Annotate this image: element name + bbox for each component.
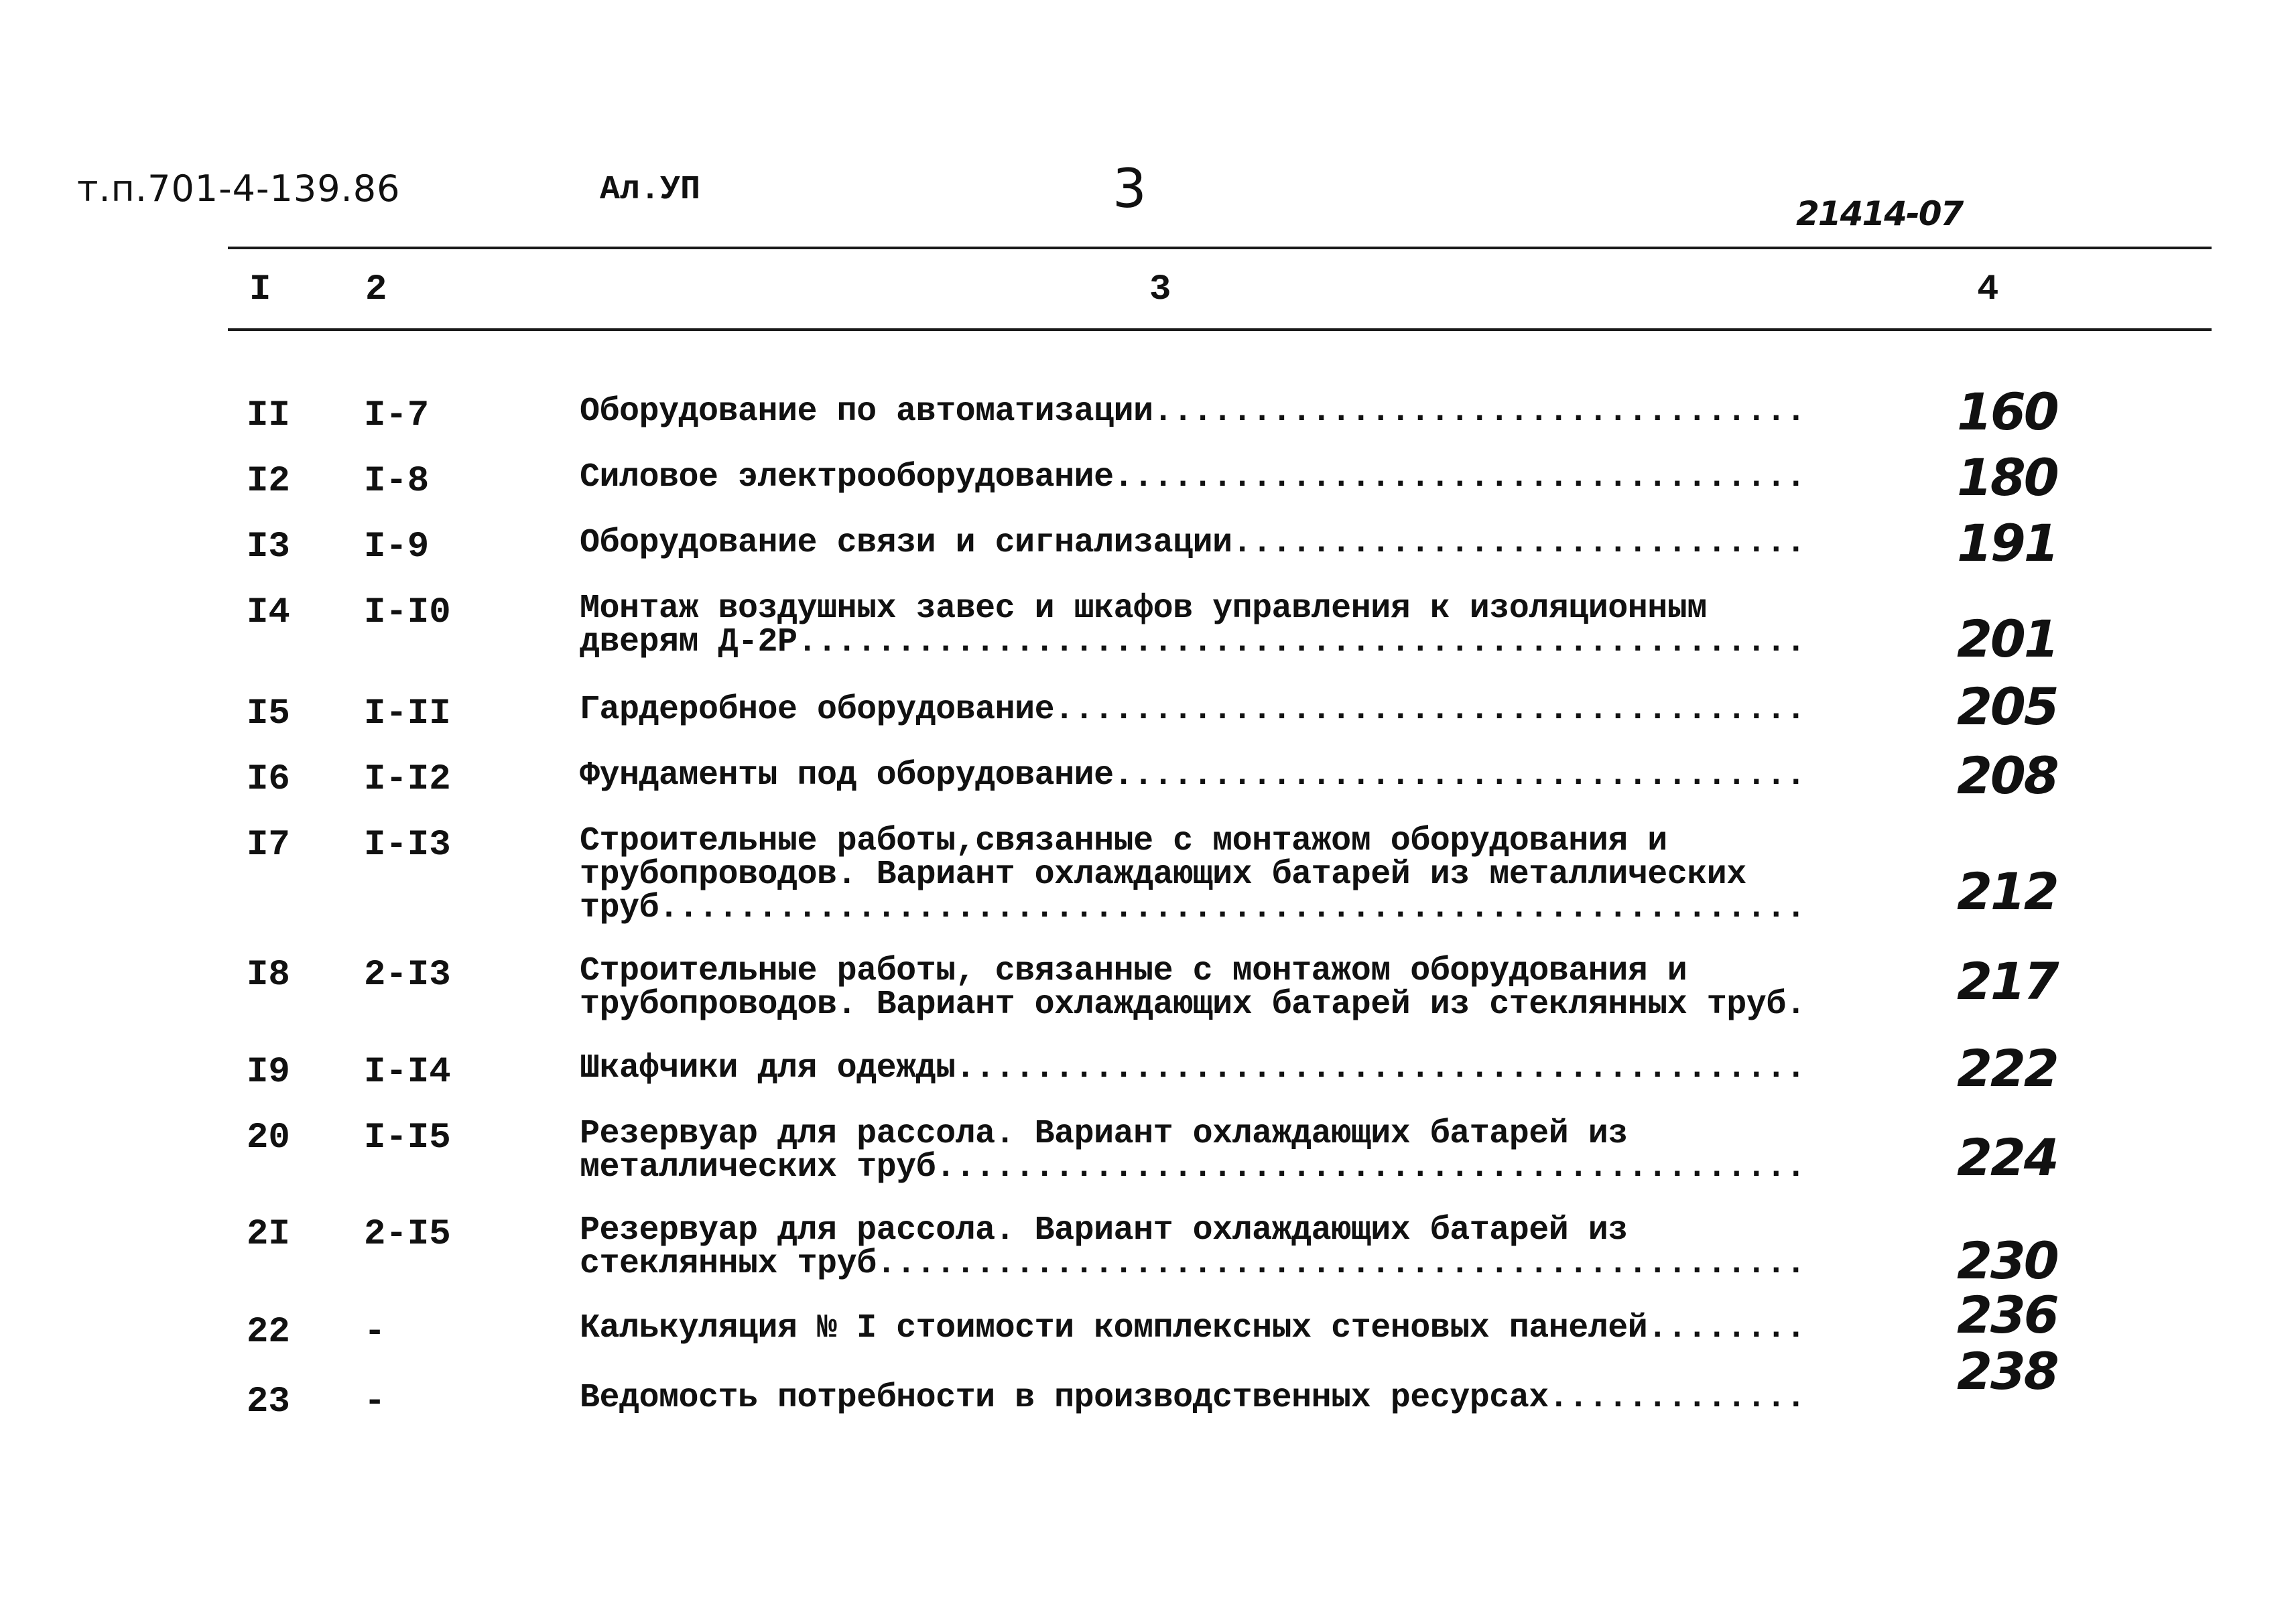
row-description (580, 527, 1806, 560)
page-reference: 217 (1957, 951, 2057, 1011)
row-number: I3 (247, 527, 290, 567)
row-description (580, 1382, 1806, 1415)
description-line: Монтаж воздушных завес и шкафов управления к изоляционным (580, 592, 1707, 626)
page-reference: 201 (1957, 609, 2057, 669)
sheet-number: I-I5 (364, 1118, 451, 1158)
page-reference: 208 (1957, 746, 2057, 805)
description-line: Строительные работы, связанные с монтажом оборудования и (580, 955, 1687, 988)
document-code: т.п.701-4-139.86 (77, 168, 401, 210)
sheet-number: I-I0 (364, 592, 451, 633)
table-header-rule (228, 328, 2212, 331)
page-reference: 160 (1957, 382, 2057, 442)
dot-leader (956, 1052, 1806, 1085)
sheet-number: 2-I5 (364, 1214, 451, 1255)
description-line: стеклянных труб (580, 1248, 877, 1281)
row-description (580, 1118, 1806, 1185)
dot-leader (798, 626, 1806, 659)
description-line: Оборудование по автоматизации (580, 395, 1153, 429)
sheet-number: I-I4 (364, 1052, 451, 1093)
page-number: 3 (1112, 157, 1147, 220)
dot-leader (1054, 693, 1806, 727)
description-line: металлических труб (580, 1151, 936, 1185)
sheet-number: - (364, 1382, 386, 1422)
column-header-3: 3 (1149, 269, 1171, 310)
row-number: I9 (247, 1052, 290, 1093)
page-reference: 212 (1957, 862, 2057, 921)
sheet-number: I-7 (364, 395, 430, 436)
description-line: Гардеробное оборудование (580, 693, 1055, 727)
album-label: Ал.УП (600, 171, 701, 209)
row-description (580, 825, 1806, 925)
description-line: труб (580, 892, 659, 925)
sheet-number: I-II (364, 693, 451, 734)
row-description (580, 759, 1806, 793)
description-line: Силовое электрооборудование (580, 461, 1114, 494)
page-reference: 224 (1957, 1128, 2057, 1187)
description-line: Калькуляция № I стоимости комплексных стеновых панелей (580, 1312, 1648, 1345)
stamp-code: 21414-07 (1796, 194, 1963, 233)
description-line: Фундаменты под оборудование (580, 759, 1114, 793)
sheet-number: I-8 (364, 461, 430, 502)
row-description (580, 955, 1806, 1022)
dot-leader (1153, 395, 1806, 429)
dot-leader (1549, 1382, 1806, 1415)
page-reference: 222 (1957, 1039, 2057, 1098)
description-line: трубопроводов. Вариант охлаждающих батарей из стеклянных труб. (580, 988, 1806, 1022)
sheet-number: I-I2 (364, 759, 451, 800)
description-line: Резервуар для рассола. Вариант охлаждающих батарей из (580, 1118, 1628, 1151)
column-header-2: 2 (365, 269, 387, 310)
column-header-1: I (249, 269, 271, 310)
row-number: 22 (247, 1312, 290, 1353)
description-line: Оборудование связи и сигнализации (580, 527, 1232, 560)
page-reference: 205 (1957, 677, 2057, 736)
description-line: Строительные работы,связанные с монтажом оборудования и (580, 825, 1667, 858)
sheet-number: I-9 (364, 527, 430, 567)
row-number: I8 (247, 955, 290, 996)
row-description (580, 592, 1806, 659)
row-number: 2I (247, 1214, 290, 1255)
dot-leader (1232, 527, 1806, 560)
row-number: II (247, 395, 290, 436)
sheet-number: 2-I3 (364, 955, 451, 996)
column-header-4: 4 (1977, 269, 1999, 310)
row-description (580, 693, 1806, 727)
dot-leader (936, 1151, 1806, 1185)
dot-leader (877, 1248, 1806, 1281)
row-description (580, 1312, 1806, 1345)
row-number: I6 (247, 759, 290, 800)
dot-leader (1114, 759, 1806, 793)
row-number: I5 (247, 693, 290, 734)
row-description (580, 1052, 1806, 1085)
description-line: Ведомость потребности в производственных ресурсах (580, 1382, 1549, 1415)
dot-leader (659, 892, 1806, 925)
sheet-number: I-I3 (364, 825, 451, 866)
dot-leader (1114, 461, 1806, 494)
page-reference: 180 (1957, 448, 2057, 507)
description-line: Резервуар для рассола. Вариант охлаждающих батарей из (580, 1214, 1628, 1248)
page-reference: 230 (1957, 1231, 2057, 1290)
description-line: Шкафчики для одежды (580, 1052, 956, 1085)
row-description (580, 395, 1806, 429)
dot-leader (1647, 1312, 1806, 1345)
description-line: трубопроводов. Вариант охлаждающих батарей из металлических (580, 858, 1746, 892)
page-reference: 191 (1957, 513, 2057, 573)
row-description (580, 461, 1806, 494)
page-reference: 236 (1957, 1285, 2057, 1345)
row-number: I4 (247, 592, 290, 633)
sheet-number: - (364, 1312, 386, 1353)
row-number: 20 (247, 1118, 290, 1158)
description-line: дверям Д-2Р (580, 626, 798, 659)
page-reference: 238 (1957, 1341, 2057, 1401)
row-number: I7 (247, 825, 290, 866)
row-number: 23 (247, 1382, 290, 1422)
row-description (580, 1214, 1806, 1281)
table-top-rule (228, 247, 2212, 249)
row-number: I2 (247, 461, 290, 502)
